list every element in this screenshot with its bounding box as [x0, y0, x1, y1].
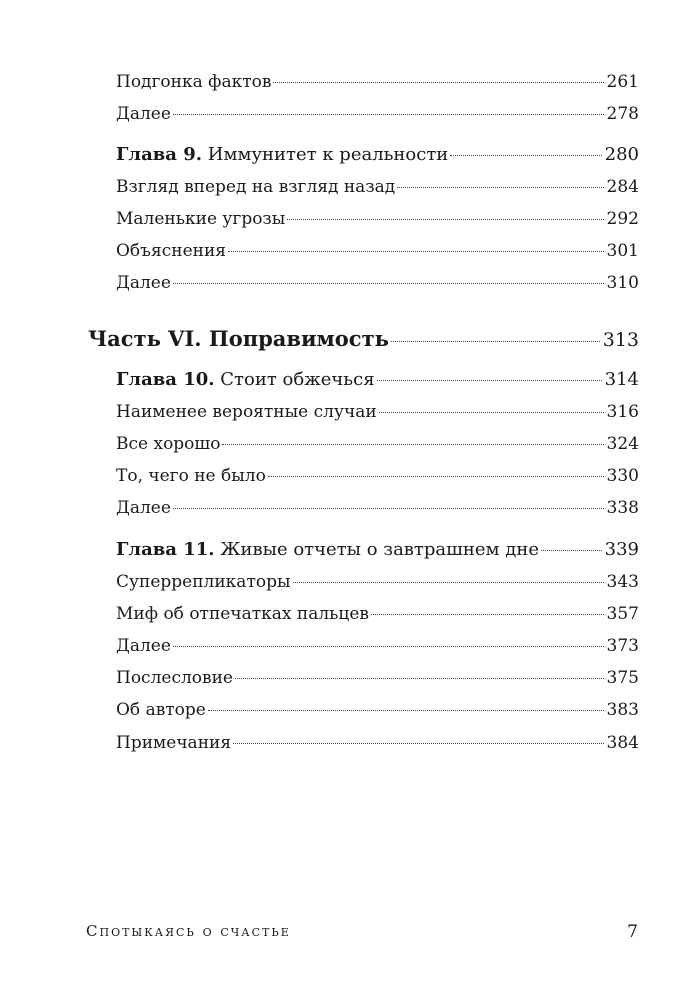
chapter-title: Живые отчеты о завтрашнем дне [220, 539, 539, 560]
dot-leader [377, 380, 602, 381]
chapter-title: Стоит обжечься [220, 369, 375, 390]
running-footer-title: Спотыкаясь о счастье [86, 922, 291, 940]
chapter-number: Глава 11. [116, 539, 215, 560]
toc-entry-page: 310 [606, 273, 639, 293]
toc-entry-page: 261 [606, 72, 639, 92]
dot-leader [173, 646, 604, 647]
dot-leader [397, 187, 603, 188]
toc-entry-label: Взгляд вперед на взгляд назад [116, 177, 396, 197]
toc-entry-label: Суперрепликаторы [116, 572, 291, 592]
toc-entry-label: Далее [116, 273, 171, 293]
toc-entry-page: 339 [604, 539, 639, 560]
toc-entry [116, 604, 639, 624]
toc-entry-label: Далее [116, 636, 171, 656]
chapter-number: Глава 10. [116, 369, 215, 390]
toc-entry [116, 733, 639, 753]
toc-entry [116, 241, 639, 261]
toc-entry-page: 357 [606, 604, 639, 624]
dot-leader [379, 412, 604, 413]
toc-entry-label: Послесловие [116, 668, 233, 688]
toc-entry-page: 383 [606, 700, 639, 720]
toc-entry-page: 330 [606, 466, 639, 486]
chapter-title: Иммунитет к реальности [207, 144, 449, 165]
toc-entry [116, 177, 639, 197]
toc-chapter-entry [116, 539, 639, 560]
toc-entry-page: 313 [602, 329, 639, 351]
dot-leader [287, 219, 603, 220]
dot-leader [273, 82, 603, 83]
toc-entry-label: Миф об отпечатках пальцев [116, 604, 369, 624]
dot-leader [228, 251, 604, 252]
toc-entry-label: Все хорошо [116, 434, 221, 454]
toc-entry-page: 301 [606, 241, 639, 261]
dot-leader [391, 341, 600, 342]
toc-chapter-entry [116, 144, 639, 165]
toc-entry-page: 343 [606, 572, 639, 592]
toc-part-entry [88, 326, 639, 351]
toc-entry-label: То, чего не было [116, 466, 266, 486]
toc-entry-label: Наименее вероятные случаи [116, 402, 377, 422]
toc-entry [116, 273, 639, 293]
toc-entry [116, 700, 639, 720]
toc-entry-page: 384 [606, 733, 639, 753]
dot-leader [235, 678, 604, 679]
toc-entry-page: 284 [606, 177, 639, 197]
toc-entry-page: 314 [604, 369, 639, 390]
toc-entry [116, 72, 639, 92]
dot-leader [173, 508, 604, 509]
toc-entry-label: Примечания [116, 733, 232, 753]
toc-entry [116, 636, 639, 656]
toc-entry-page: 324 [606, 434, 639, 454]
toc-entry-page: 292 [606, 209, 639, 229]
toc-entry-page: 338 [606, 498, 639, 518]
dot-leader [268, 476, 604, 477]
dot-leader [293, 582, 604, 583]
dot-leader [450, 155, 601, 156]
toc-entry-page: 373 [606, 636, 639, 656]
toc-entry-label: Объяснения [116, 241, 227, 261]
toc-entry [116, 209, 639, 229]
dot-leader [173, 114, 604, 115]
toc-entry [116, 668, 639, 688]
toc-entry [116, 434, 639, 454]
toc-entry [116, 402, 639, 422]
dot-leader [173, 283, 604, 284]
toc-entry [116, 572, 639, 592]
toc-entry-page: 316 [606, 402, 639, 422]
toc-entry-page: 278 [606, 104, 639, 124]
dot-leader [541, 550, 602, 551]
toc-entry-page: 375 [606, 668, 639, 688]
toc-entry-label: Об авторе [116, 700, 206, 720]
toc-entry-page: 280 [604, 144, 639, 165]
dot-leader [233, 743, 603, 744]
toc-entry [116, 104, 639, 124]
toc-chapter-entry [116, 369, 639, 390]
toc-entry-label: Маленькие угрозы [116, 209, 286, 229]
chapter-number: Глава 9. [116, 144, 203, 165]
toc-entry-label: Подгонка фактов [116, 72, 272, 92]
dot-leader [222, 444, 603, 445]
toc-entry [116, 466, 639, 486]
page-number: 7 [627, 922, 638, 942]
dot-leader [208, 710, 604, 711]
part-title: Часть VI. Поправимость [88, 326, 389, 351]
toc-entry-label: Далее [116, 498, 171, 518]
toc-entry-label: Далее [116, 104, 171, 124]
toc-entry [116, 498, 639, 518]
dot-leader [371, 614, 604, 615]
